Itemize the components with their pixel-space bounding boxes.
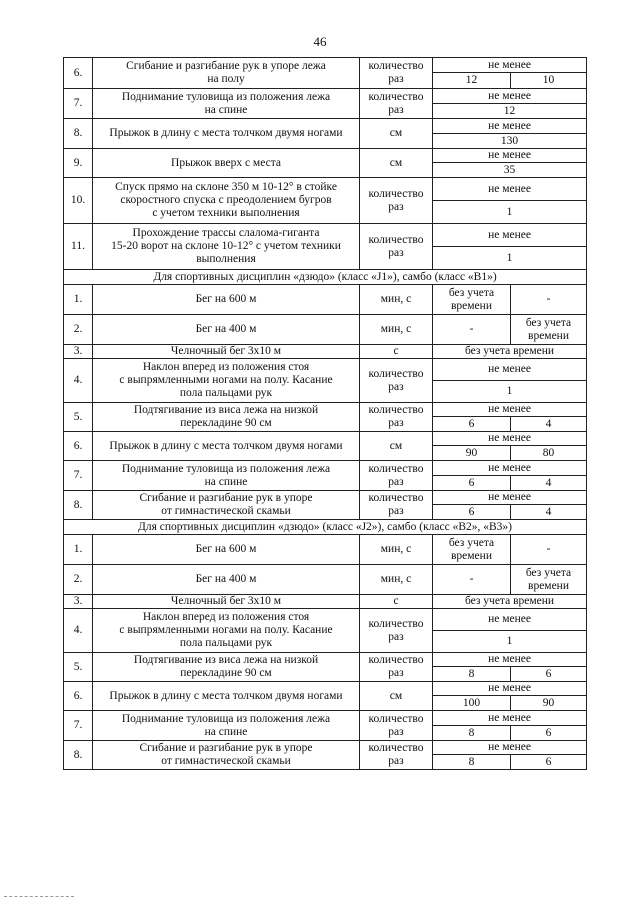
unit-line: с <box>393 345 399 357</box>
standard-value-line: - <box>546 543 551 555</box>
unit-line: раз <box>388 417 404 429</box>
unit-line: количество <box>368 60 424 72</box>
unit-line: раз <box>388 630 404 643</box>
unit-cell <box>360 682 433 711</box>
standard-value-line: времени <box>451 549 492 562</box>
exercise-name-line: Прохождение трассы слалома-гиганта <box>132 227 320 239</box>
standard-value-2: 90 <box>511 696 587 711</box>
exercise-name <box>93 58 360 89</box>
exercise-name <box>93 119 360 149</box>
standard-header: не менее <box>433 89 587 104</box>
unit-lines <box>362 713 430 739</box>
unit-cell <box>360 149 433 178</box>
standard-value-2: 4 <box>511 505 587 520</box>
exercise-name-line: Прыжок вверх с места <box>171 156 281 169</box>
exercise-name-line: пола пальцами рук <box>179 637 273 649</box>
exercise-name <box>93 224 360 270</box>
standard-value-line: времени <box>451 299 492 312</box>
standard-value-line: - <box>469 573 474 585</box>
unit-line: количество <box>368 742 424 754</box>
exercise-name-line: Челночный бег 3х10 м <box>170 595 282 607</box>
exercise-name-line: Бег на 600 м <box>195 293 257 305</box>
exercise-number: 6. <box>64 432 93 461</box>
standard-value-1: 8 <box>433 755 511 770</box>
unit-lines <box>362 91 430 117</box>
table-row <box>64 149 587 163</box>
table-row <box>64 535 587 565</box>
exercise-number: 3. <box>64 345 93 359</box>
exercise-number: 1. <box>64 285 93 315</box>
standard-value: без учета времени <box>433 595 587 609</box>
footer-line <box>4 896 74 897</box>
unit-cell <box>360 285 433 315</box>
unit-line: количество <box>368 90 424 103</box>
unit-lines <box>362 368 430 394</box>
standard-value-2 <box>511 315 587 345</box>
standard-header: не менее <box>433 609 587 631</box>
standard-value-2: 4 <box>511 417 587 432</box>
table-row <box>64 741 587 755</box>
exercise-name-line: перекладине 90 см <box>180 417 272 429</box>
unit-line: раз <box>388 73 404 85</box>
section-title: Для спортивных дисциплин «дзюдо» (класс «J1»), самбо (класс «B1») <box>64 270 587 285</box>
exercise-name-line: с учетом техники выполнения <box>152 207 300 219</box>
exercise-name <box>93 653 360 682</box>
standard-header: не менее <box>433 711 587 726</box>
exercise-number: 6. <box>64 682 93 711</box>
table-row <box>64 432 587 446</box>
exercise-name-line: на полу <box>207 73 245 85</box>
exercise-name-line: Прыжок в длину с места толчком двумя ногами <box>109 439 343 452</box>
unit-lines <box>362 742 430 768</box>
exercise-name-line: от гимнастической скамьи <box>161 755 291 767</box>
unit-line: см <box>389 439 403 452</box>
standard-value-1: 100 <box>433 696 511 711</box>
unit-line: см <box>389 156 403 169</box>
exercise-number: 11. <box>64 224 93 270</box>
unit-lines <box>362 404 430 430</box>
exercise-name <box>93 315 360 345</box>
exercise-name-line: Поднимание туловища из положения лежа <box>121 90 331 103</box>
standard-value-2: 6 <box>511 667 587 682</box>
standards-table <box>63 57 587 770</box>
standard-value-1: 6 <box>433 505 511 520</box>
exercise-name <box>93 595 360 609</box>
table-row <box>64 491 587 505</box>
standard-value-line: времени <box>528 579 569 592</box>
exercise-name-line: перекладине 90 см <box>180 667 272 679</box>
unit-line: количество <box>368 617 424 630</box>
standard-header: не менее <box>433 461 587 476</box>
exercise-name <box>93 741 360 770</box>
unit-line: см <box>389 689 403 702</box>
table-row <box>64 89 587 104</box>
exercise-name <box>93 359 360 403</box>
unit-cell <box>360 609 433 653</box>
unit-lines <box>362 654 430 680</box>
unit-cell <box>360 359 433 403</box>
standard-value-2 <box>511 535 587 565</box>
unit-lines <box>362 492 430 518</box>
exercise-name <box>93 682 360 711</box>
page-number: 46 <box>313 34 327 49</box>
standard-header: не менее <box>433 224 587 247</box>
exercise-name-line: Сгибание и разгибание рук в упоре <box>139 742 313 754</box>
unit-cell <box>360 595 433 609</box>
exercise-name-line: от гимнастической скамьи <box>161 505 291 517</box>
standard-value-2: 4 <box>511 476 587 491</box>
exercise-number: 8. <box>64 119 93 149</box>
table-row <box>64 224 587 247</box>
standard-value-1: 6 <box>433 476 511 491</box>
exercise-name-line: с выпрямленными ногами на полу. Касание <box>119 624 333 636</box>
standard-header: не менее <box>433 359 587 381</box>
table-row <box>64 609 587 631</box>
exercise-number: 9. <box>64 149 93 178</box>
exercise-name-line: Прыжок в длину с места толчком двумя ногами <box>109 127 343 139</box>
exercise-number: 7. <box>64 89 93 119</box>
standard-value-line: времени <box>528 329 569 342</box>
unit-lines <box>362 60 430 86</box>
standard-value-1 <box>433 285 511 315</box>
standard-value-line: - <box>469 323 474 335</box>
unit-line: раз <box>388 755 404 767</box>
unit-cell <box>360 461 433 491</box>
unit-line: см <box>389 127 403 139</box>
table-row <box>64 653 587 667</box>
exercise-name-line: Прыжок в длину с места толчком двумя ногами <box>109 689 343 702</box>
exercise-name-line: Сгибание и разгибание рук в упоре <box>139 492 313 504</box>
exercise-number: 6. <box>64 58 93 89</box>
standard-value: 35 <box>433 163 587 178</box>
unit-line: раз <box>388 505 404 517</box>
standard-header: не менее <box>433 491 587 505</box>
unit-line: раз <box>388 667 404 679</box>
standard-value-2: 10 <box>511 73 587 89</box>
exercise-name-line: Спуск прямо на склоне 350 м 10-12° в стойке <box>115 181 337 193</box>
unit-cell <box>360 178 433 224</box>
unit-lines <box>362 188 430 214</box>
exercise-name-line: на спине <box>204 725 248 738</box>
exercise-name-line: Бег на 400 м <box>195 573 257 585</box>
section-header-row <box>64 520 587 535</box>
standard-value-1 <box>433 315 511 345</box>
standard-value-1: 90 <box>433 446 511 461</box>
exercise-name <box>93 491 360 520</box>
standard-value-2 <box>511 285 587 315</box>
unit-line: раз <box>388 725 404 738</box>
standard-value: 130 <box>433 134 587 149</box>
standard-header: не менее <box>433 178 587 201</box>
standard-value-2: 6 <box>511 755 587 770</box>
exercise-name <box>93 345 360 359</box>
table-row <box>64 403 587 417</box>
unit-line: раз <box>388 380 404 393</box>
exercise-number: 4. <box>64 609 93 653</box>
table-row <box>64 119 587 134</box>
standard-value: 1 <box>433 381 587 403</box>
standard-header: не менее <box>433 432 587 446</box>
standard-value: 1 <box>433 201 587 224</box>
unit-cell <box>360 535 433 565</box>
exercise-name <box>93 89 360 119</box>
exercise-name-line: Подтягивание из виса лежа на низкой <box>133 404 319 416</box>
unit-line: с <box>393 595 399 607</box>
unit-cell <box>360 224 433 270</box>
standard-value-line: без учета <box>525 566 572 579</box>
unit-cell <box>360 741 433 770</box>
unit-line: раз <box>388 103 404 116</box>
table-row <box>64 359 587 381</box>
exercise-number: 8. <box>64 741 93 770</box>
exercise-name <box>93 285 360 315</box>
unit-cell <box>360 345 433 359</box>
unit-line: количество <box>368 367 424 380</box>
exercise-number: 5. <box>64 403 93 432</box>
exercise-number: 10. <box>64 178 93 224</box>
table-row <box>64 315 587 345</box>
standard-value-1 <box>433 565 511 595</box>
exercise-name-line: Бег на 400 м <box>195 323 257 335</box>
exercise-number: 5. <box>64 653 93 682</box>
unit-cell <box>360 653 433 682</box>
exercise-name <box>93 178 360 224</box>
exercise-name-line: Наклон вперед из положения стоя <box>142 361 310 373</box>
standard-value: 1 <box>433 631 587 653</box>
unit-line: раз <box>388 200 404 213</box>
unit-line: количество <box>368 712 424 725</box>
exercise-number: 2. <box>64 315 93 345</box>
unit-line: мин, с <box>380 323 412 335</box>
exercise-name <box>93 403 360 432</box>
standard-header: не менее <box>433 403 587 417</box>
unit-lines <box>362 618 430 644</box>
exercise-name-line: 15-20 ворот на склоне 10-12° с учетом техники <box>111 240 341 252</box>
unit-cell <box>360 315 433 345</box>
standard-value-2: 6 <box>511 726 587 741</box>
exercise-name-line: Подтягивание из виса лежа на низкой <box>133 654 319 666</box>
unit-line: количество <box>368 233 424 246</box>
exercise-number: 4. <box>64 359 93 403</box>
unit-line: раз <box>388 475 404 488</box>
standard-header: не менее <box>433 149 587 163</box>
exercise-name-line: Наклон вперед из положения стоя <box>142 611 310 623</box>
exercise-name-line: Челночный бег 3х10 м <box>170 345 282 357</box>
unit-cell <box>360 565 433 595</box>
unit-line: мин, с <box>380 293 412 305</box>
table-row <box>64 595 587 609</box>
unit-line: раз <box>388 246 404 259</box>
table-row <box>64 178 587 201</box>
unit-line: мин, с <box>380 543 412 555</box>
exercise-name-line: пола пальцами рук <box>179 387 273 399</box>
exercise-name-line: с выпрямленными ногами на полу. Касание <box>119 374 333 386</box>
standard-header: не менее <box>433 682 587 696</box>
unit-line: количество <box>368 462 424 475</box>
exercise-name <box>93 149 360 178</box>
standard-value: 1 <box>433 247 587 270</box>
section-header-row <box>64 270 587 285</box>
standard-value-2: 80 <box>511 446 587 461</box>
unit-line: количество <box>368 187 424 200</box>
exercise-number: 7. <box>64 711 93 741</box>
exercise-number: 2. <box>64 565 93 595</box>
unit-line: количество <box>368 654 424 666</box>
unit-cell <box>360 432 433 461</box>
standard-value: 12 <box>433 104 587 119</box>
unit-line: количество <box>368 492 424 504</box>
standard-value-line: без учета <box>448 536 495 549</box>
standard-header: не менее <box>433 58 587 73</box>
exercise-number: 3. <box>64 595 93 609</box>
exercise-name <box>93 609 360 653</box>
table-row <box>64 565 587 595</box>
exercise-number: 8. <box>64 491 93 520</box>
table-row <box>64 461 587 476</box>
standard-value-1 <box>433 535 511 565</box>
unit-cell <box>360 711 433 741</box>
exercise-name-line: Бег на 600 м <box>195 543 257 555</box>
exercise-number: 1. <box>64 535 93 565</box>
exercise-name-line: выполнения <box>196 253 256 265</box>
standard-header: не менее <box>433 119 587 134</box>
exercise-name-line: скоростного спуска с преодолением бугров <box>120 194 332 206</box>
standard-value: без учета времени <box>433 345 587 359</box>
unit-cell <box>360 89 433 119</box>
standard-value-1: 6 <box>433 417 511 432</box>
exercise-name-line: Сгибание и разгибание рук в упоре лежа <box>126 60 326 72</box>
unit-line: мин, с <box>380 573 412 585</box>
table-row <box>64 58 587 73</box>
standard-value-line: без учета <box>525 316 572 329</box>
exercise-name-line: Поднимание туловища из положения лежа <box>121 712 331 725</box>
exercise-name-line: на спине <box>204 103 248 116</box>
exercise-name <box>93 565 360 595</box>
section-title: Для спортивных дисциплин «дзюдо» (класс «J2»), самбо (класс «B2», «B3») <box>64 520 587 535</box>
unit-cell <box>360 491 433 520</box>
exercise-name <box>93 432 360 461</box>
standard-value-2 <box>511 565 587 595</box>
exercise-name-line: Поднимание туловища из положения лежа <box>121 462 331 475</box>
table-row <box>64 682 587 696</box>
table-row <box>64 345 587 359</box>
standard-value-1: 12 <box>433 73 511 89</box>
standard-header: не менее <box>433 653 587 667</box>
unit-lines <box>362 463 430 489</box>
exercise-name <box>93 711 360 741</box>
table-row <box>64 711 587 726</box>
standard-value-1: 8 <box>433 726 511 741</box>
standard-value-line: - <box>546 293 551 305</box>
unit-cell <box>360 58 433 89</box>
unit-cell <box>360 119 433 149</box>
exercise-name <box>93 461 360 491</box>
exercise-name-line: на спине <box>204 475 248 488</box>
unit-line: количество <box>368 404 424 416</box>
exercise-name <box>93 535 360 565</box>
exercise-number: 7. <box>64 461 93 491</box>
standard-value-1: 8 <box>433 667 511 682</box>
standard-header: не менее <box>433 741 587 755</box>
standard-value-line: без учета <box>448 286 495 299</box>
unit-cell <box>360 403 433 432</box>
unit-lines <box>362 234 430 260</box>
table-row <box>64 285 587 315</box>
